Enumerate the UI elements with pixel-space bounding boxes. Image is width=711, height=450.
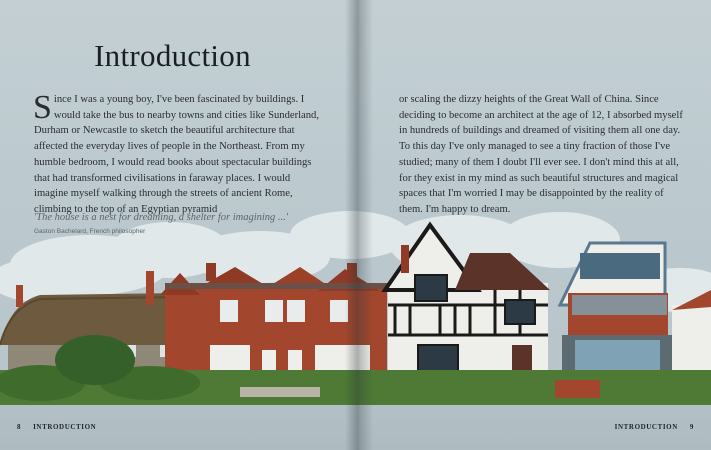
left-body-paragraph: ince I was a young boy, I've been fascinated by buildings. I would take the bus to nearby towns and cities like Sunderland, Durham or Newcastle to sketch the beautiful architecture that affected the everyday lives of people in the Northeast. From my humble bedroom, I would read books about spectacular buildings that had transformed civilisations in faraway places. I would imagine myself walking through the streets of ancient Rome, climbing to the top of an Egyptian pyramid: [34, 94, 320, 215]
drop-cap: S: [33, 89, 52, 126]
page-title: Introduction: [94, 38, 251, 73]
left-page-number: 8: [17, 423, 22, 431]
quote-attribution: Gaston Bachelard, French philosopher: [34, 228, 146, 235]
right-running-head: INTRODUCTION: [614, 423, 678, 431]
left-folio: [17, 423, 96, 431]
modern-house: [560, 243, 711, 390]
right-body-text: or scaling the dizzy heights of the Great Wall of China. Since deciding to become an architect at the age of 12, I absorbed myself in hundreds of buildings and dreamed of visiting them all one day. To this day I've only managed to see a tiny fraction of those I've studied; many of them I doubt I'll ever see. I don't mind this at all, for they exist in my mind as such beautiful structures and magical spaces that I'm worried I may be disappointed by the reality of them. I'm happy to dream.: [399, 94, 683, 215]
book-gutter: [345, 0, 373, 450]
pull-quote: 'The house is a nest for dreaming, a shelter for imagining ...': [34, 212, 289, 223]
left-body-text: [33, 89, 324, 218]
left-running-head: INTRODUCTION: [33, 423, 97, 431]
right-folio: [615, 423, 694, 431]
right-page-number: 9: [689, 423, 694, 431]
